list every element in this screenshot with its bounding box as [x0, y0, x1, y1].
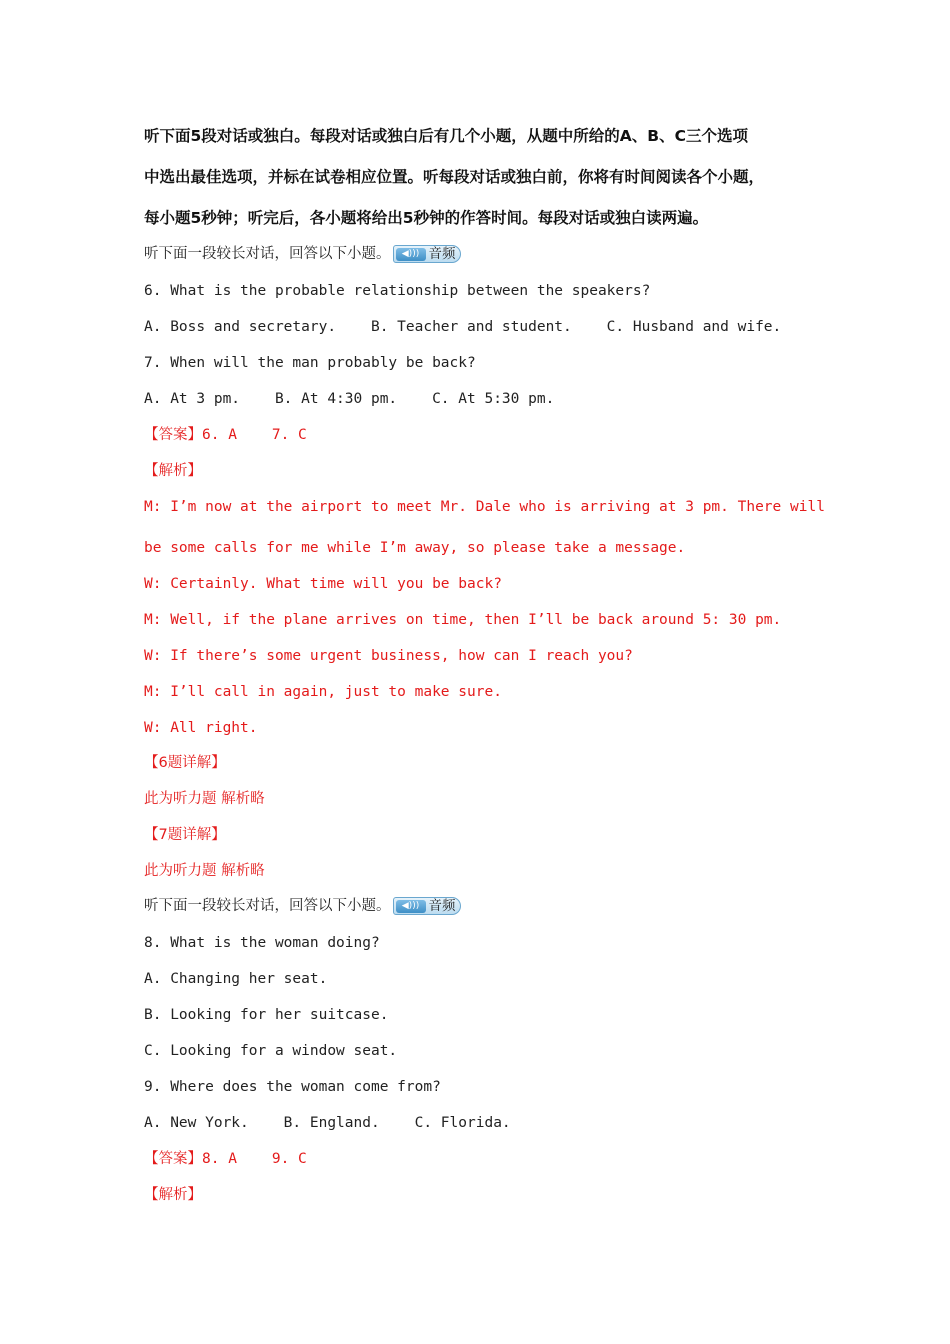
question-8-option-b: B. Looking for her suitcase.	[144, 1007, 389, 1023]
transcript-line: M: Well, if the plane arrives on time, then I’ll be back around 5: 30 pm.	[144, 612, 782, 628]
question-8-option-c: C. Looking for a window seat.	[144, 1043, 398, 1059]
detail-6-heading: 【6题详解】	[144, 755, 226, 771]
speaker-icon: ◀)))	[396, 900, 426, 913]
section-prompt	[144, 244, 461, 264]
question-7: 7. When will the man probably be back?	[144, 355, 476, 371]
audio-label: 音频	[428, 246, 456, 262]
question-8-option-a: A. Changing her seat.	[144, 971, 328, 987]
transcript-line: M: I’m now at the airport to meet Mr. Dale who is arriving at 3 pm. There will	[144, 499, 825, 515]
transcript-line: W: If there’s some urgent business, how can I reach you?	[144, 648, 633, 664]
detail-7-text: 此为听力题 解析略	[144, 863, 265, 879]
question-6-options: A. Boss and secretary. B. Teacher and student. C. Husband and wife.	[144, 319, 782, 335]
detail-6-text: 此为听力题 解析略	[144, 791, 265, 807]
transcript-line: M: I’ll call in again, just to make sure.	[144, 684, 502, 700]
question-9-options: A. New York. B. England. C. Florida.	[144, 1115, 511, 1131]
instructions-line-3: 每小题5秒钟；听完后，各小题将给出5秒钟的作答时间。每段对话或独白读两遍。	[144, 209, 709, 227]
transcript-line: be some calls for me while I’m away, so please take a message.	[144, 540, 686, 556]
detail-7-heading: 【7题详解】	[144, 827, 226, 843]
question-7-options: A. At 3 pm. B. At 4:30 pm. C. At 5:30 pm.	[144, 391, 555, 407]
speaker-icon: ◀)))	[396, 248, 426, 261]
section-prompt-text: 听下面一段较长对话，回答以下小题。	[144, 898, 391, 914]
instructions-line-1: 听下面5段对话或独白。每段对话或独白后有几个小题，从题中所给的A、B、C三个选项	[144, 127, 748, 145]
transcript-line: W: All right.	[144, 720, 258, 736]
transcript-line: W: Certainly. What time will you be back?	[144, 576, 502, 592]
section-prompt	[144, 896, 461, 916]
question-9: 9. Where does the woman come from?	[144, 1079, 441, 1095]
question-8: 8. What is the woman doing?	[144, 935, 380, 951]
audio-button[interactable]	[393, 897, 461, 915]
section-prompt-text: 听下面一段较长对话，回答以下小题。	[144, 246, 391, 262]
analysis-heading: 【解析】	[144, 1187, 202, 1203]
answer-line: 【答案】8. A 9. C	[144, 1151, 307, 1167]
audio-label: 音频	[428, 898, 456, 914]
answer-line: 【答案】6. A 7. C	[144, 427, 307, 443]
analysis-heading: 【解析】	[144, 463, 202, 479]
instructions-line-2: 中选出最佳选项，并标在试卷相应位置。听每段对话或独白前，你将有时间阅读各个小题，	[144, 168, 765, 186]
question-6: 6. What is the probable relationship between the speakers?	[144, 283, 651, 299]
audio-button[interactable]	[393, 245, 461, 263]
